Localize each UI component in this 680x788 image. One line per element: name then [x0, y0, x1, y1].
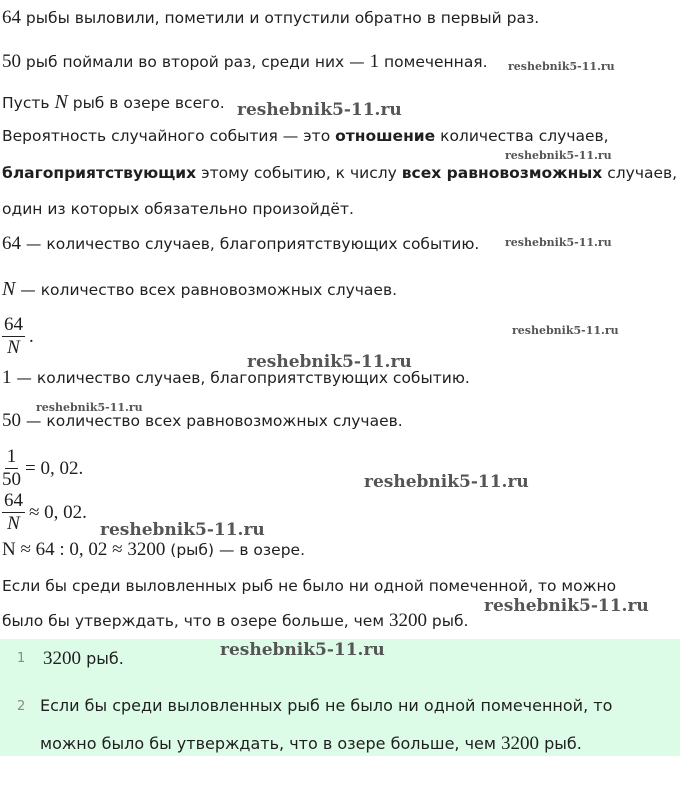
watermark: reshebnik5-11.ru: [247, 352, 412, 372]
watermark: reshebnik5-11.ru: [100, 520, 265, 540]
text: — количество случаев, благоприятствующих событию.: [21, 235, 480, 253]
number: 1: [2, 367, 12, 388]
text: было бы утверждать, что в озере больше, чем: [2, 612, 389, 630]
numerator: 64: [4, 490, 23, 511]
number: 50: [2, 410, 21, 431]
watermark: reshebnik5-11.ru: [220, 640, 385, 660]
number: 3200: [43, 648, 81, 669]
text: можно было бы утверждать, что в озере больше, чем: [40, 734, 502, 753]
text-line: [2, 411, 403, 431]
bold-text: всех равновозможных: [401, 164, 603, 182]
text-line: [2, 611, 468, 631]
numerator: 64: [4, 314, 23, 335]
numerator: 1: [6, 446, 17, 467]
fraction-1-50: [2, 446, 83, 491]
watermark: reshebnik5-11.ru: [364, 472, 529, 492]
text: Вероятность случайного события — это: [2, 127, 336, 145]
text-line: Если бы среди выловленных рыб не было ни одной помеченной, то можно: [2, 577, 617, 595]
text: рыб поймали во второй раз, среди них —: [21, 53, 370, 71]
text: этому событию, к числу: [196, 164, 402, 182]
watermark: reshebnik5-11.ru: [36, 401, 143, 414]
bold-text: отношение: [335, 127, 436, 145]
text: рыб.: [81, 649, 124, 668]
denominator: 50: [2, 469, 21, 490]
answer-item-cont: [40, 733, 582, 755]
text-line: [2, 92, 225, 113]
answer-item: Если бы среди выловленных рыб не было ни одной помеченной, то: [40, 696, 613, 715]
text: рыб.: [539, 734, 582, 753]
text: = 0, 02.: [25, 457, 84, 479]
watermark: reshebnik5-11.ru: [484, 596, 649, 616]
watermark: reshebnik5-11.ru: [505, 149, 612, 162]
watermark: reshebnik5-11.ru: [508, 60, 615, 73]
text: — количество случаев, благоприятствующих событию.: [11, 369, 470, 387]
text: Пусть: [2, 94, 55, 112]
text: .: [29, 325, 34, 347]
text: — количество всех равновозможных случаев.: [15, 281, 398, 299]
formula: N ≈ 64 : 0, 02 ≈ 3200: [2, 539, 166, 560]
bold-text: благоприятствующих: [2, 164, 197, 182]
watermark: reshebnik5-11.ru: [237, 100, 402, 120]
watermark: reshebnik5-11.ru: [512, 324, 619, 337]
text-line: [2, 234, 479, 254]
answer-number: 2: [17, 699, 26, 714]
text: ≈ 0, 02.: [29, 501, 87, 523]
number: 64: [2, 233, 21, 254]
variable: N: [2, 278, 16, 300]
denominator: N: [7, 337, 20, 358]
fraction-64-n-approx: [2, 490, 87, 535]
number: 1: [369, 51, 380, 72]
text: количества случаев,: [435, 127, 609, 145]
text-line: [2, 540, 305, 560]
text-line: [2, 8, 539, 28]
text: случаев,: [602, 164, 678, 182]
text-line: [2, 126, 609, 146]
text: рыб в озере всего.: [67, 94, 225, 112]
watermark: reshebnik5-11.ru: [505, 236, 612, 249]
text: (рыб) — в озере.: [165, 541, 305, 559]
text: рыбы выловили, пометили и отпустили обратно в первый раз.: [21, 9, 540, 27]
number: 50: [2, 51, 21, 72]
fraction-64-n: [2, 314, 34, 359]
text-line: [2, 279, 397, 300]
text: рыб.: [426, 612, 469, 630]
text: помеченная.: [379, 53, 488, 71]
denominator: N: [7, 513, 20, 534]
number: 3200: [501, 733, 540, 754]
variable: N: [54, 91, 68, 113]
answer-number: 1: [17, 651, 26, 666]
text-line: [2, 52, 488, 72]
answer-item: [43, 648, 124, 670]
text-line: один из которых обязательно произойдёт.: [2, 200, 354, 218]
text-line: [2, 163, 677, 183]
text: — количество всех равновозможных случаев.: [21, 412, 403, 430]
number: 3200: [388, 610, 427, 631]
number: 64: [2, 7, 21, 28]
